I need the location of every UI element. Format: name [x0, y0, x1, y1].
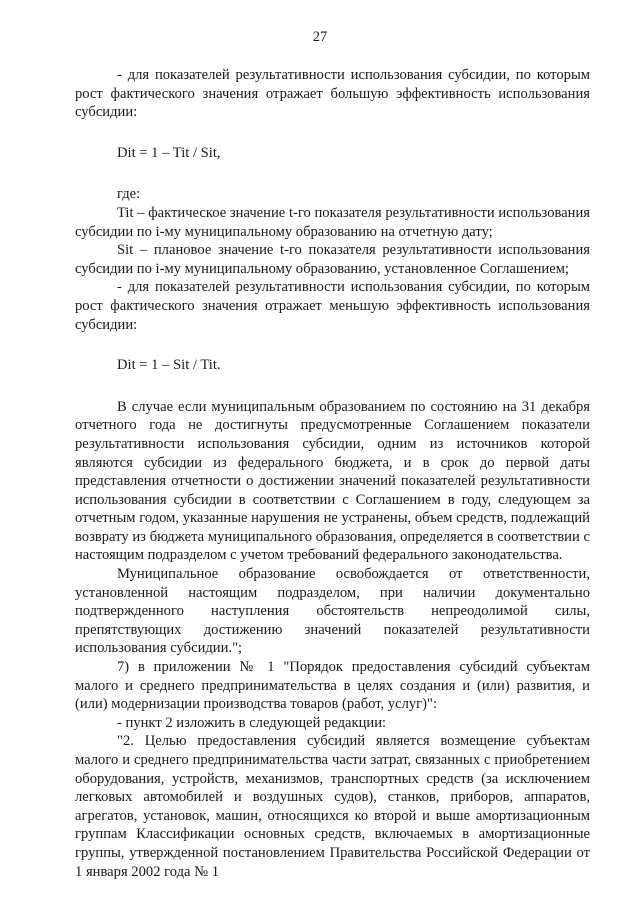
- paragraph-force-majeure: Муниципальное образование освобождается от ответственности, установленной настоящим подразделом, при наличии документально подтвержденного наступления обстоятельств непреодолимой силы, препятствующих достижению значений показателей результативности использования субсидии.";: [75, 566, 590, 657]
- paragraph-point-2-text: "2. Целью предоставления субсидий является возмещение субъектам малого и среднего предпринимательства части затрат, связанных с приобретением оборудования, устройств, механизмов, транспортных средств (за исключением легковых автомобилей и воздушных судов), станков, приборов, аппаратов, агрегатов, установок, машин, относящихся ко второй и выше амортизационным группам Классификации основных средств, включаемых в амортизационные группы, утвержденной постановлением Правительства Российской Федерации от 1 января 2002 года № 1: [75, 733, 590, 880]
- paragraph-sit-definition: Sit – плановое значение t-го показателя результативности использования субсидии по i-му муниципальному образованию, установленное Соглашением;: [75, 242, 590, 277]
- document-body: [75, 66, 590, 881]
- page-number: 27: [312, 29, 328, 45]
- paragraph-where: где:: [117, 186, 141, 203]
- paragraph-refund-case: В случае если муниципальным образованием по состоянию на 31 декабря отчетного года не достигнуты предусмотренные Соглашением показатели результативности использования субсидии, одним из источников которой являются субсидии из федерального бюджета, и в срок до первой даты представления отчетности о достижении значений показателей результативности использования субсидии в соответствии с Соглашением в году, следующем за отчетным годом, указанные нарушения не устранены, объем средств, подлежащий возврату из бюджета муниципального образования, определяется в соответствии с настоящим подразделом с учетом требований федерального законодательства.: [75, 398, 590, 564]
- formula-1: Dit = 1 – Tit / Sit,: [117, 144, 221, 161]
- paragraph-appendix-1: 7) в приложении № 1 "Порядок предоставления субсидий субъектам малого и среднего предпринимательства в целях создания и (или) развития, и (или) модернизации производства товаров (работ, услуг)":: [75, 659, 590, 713]
- paragraph-point-2-instruction: - пункт 2 изложить в следующей редакции:: [117, 714, 387, 731]
- paragraph-intro-1: - для показателей результативности использования субсидии, по которым рост фактического значения отражает большую эффективность использования субсидии:: [75, 67, 590, 121]
- formula-2: Dit = 1 – Sit / Tit.: [117, 357, 221, 374]
- paragraph-intro-2: - для показателей результативности использования субсидии, по которым рост фактического значения отражает меньшую эффективность использования субсидии:: [75, 279, 590, 333]
- paragraph-tit-definition: Tit – фактическое значение t-го показателя результативности использования субсидии по i-му муниципальному образованию на отчетную дату;: [75, 204, 590, 240]
